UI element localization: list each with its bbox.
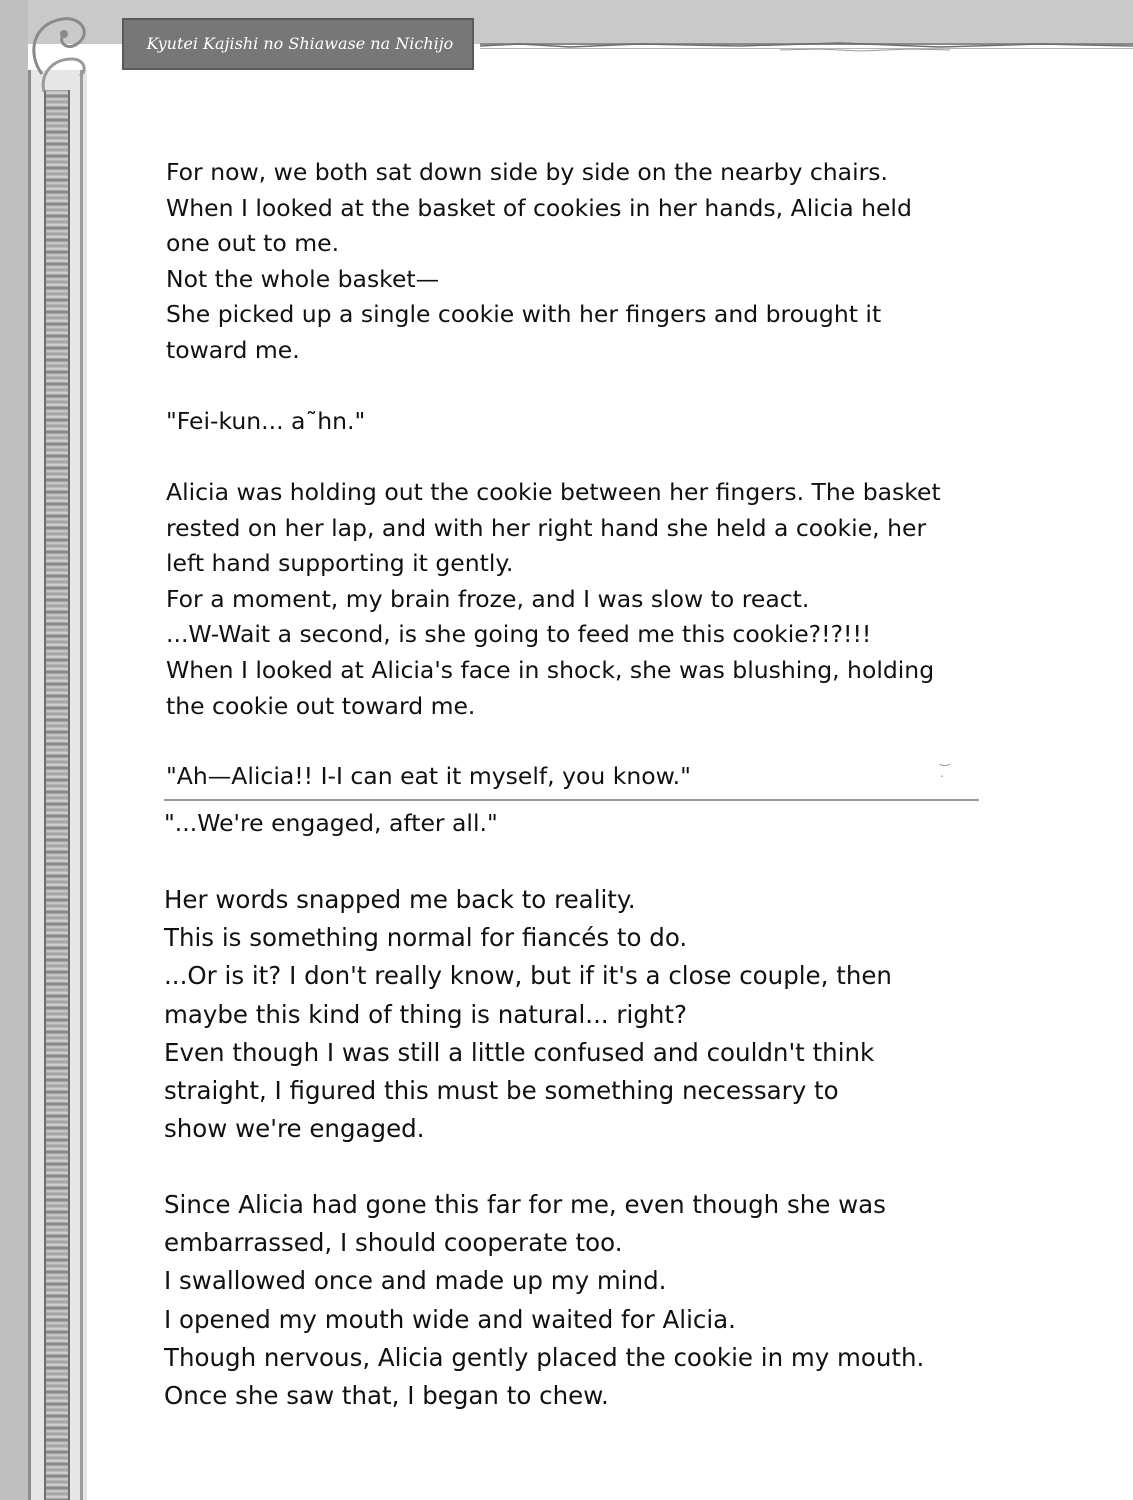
header-title-tab	[122, 18, 474, 70]
dialogue-line	[166, 759, 691, 795]
text-line: straight, I figured this must be something necessary to	[164, 1076, 839, 1106]
text-line: toward me.	[166, 335, 300, 364]
text-line: "...We're engaged, after all."	[164, 809, 498, 837]
paragraph	[164, 1186, 924, 1415]
divider-line	[164, 799, 979, 801]
header-decorative-rule	[480, 40, 1133, 54]
left-border-band	[0, 0, 28, 1500]
dialogue-line	[164, 806, 498, 842]
scan-speck: ‿ .	[940, 752, 950, 780]
running-header-title: Kyutei Kajishi no Shiawase na Nichijo	[146, 34, 454, 53]
text-line: Alicia was holding out the cookie between her fingers. The basket	[166, 478, 941, 506]
text-line: I swallowed once and made up my mind.	[164, 1266, 667, 1296]
text-line: show we're engaged.	[164, 1114, 425, 1144]
text-line: maybe this kind of thing is natural... right?	[164, 999, 688, 1029]
text-line: "Fei-kun... a˜hn."	[166, 407, 366, 435]
text-line: Though nervous, Alicia gently placed the cookie in my mouth.	[164, 1342, 925, 1372]
text-line: She picked up a single cookie with her fingers and brought it	[166, 300, 882, 329]
text-line: "Ah—Alicia!! I-I can eat it myself, you know."	[166, 762, 691, 790]
text-line: ...Or is it? I don't really know, but if it's a close couple, then	[164, 961, 892, 991]
text-line: Since Alicia had gone this far for me, even though she was	[164, 1190, 886, 1219]
text-line: I opened my mouth wide and waited for Alicia.	[164, 1304, 736, 1334]
text-line: Once she saw that, I began to chew.	[164, 1381, 609, 1411]
paragraph	[164, 881, 892, 1148]
frame-inner-line	[80, 70, 83, 1500]
text-line: Not the whole basket—	[166, 264, 440, 293]
text-line: one out to me.	[166, 229, 340, 258]
dialogue-line	[166, 404, 365, 440]
text-line: ...W-Wait a second, is she going to feed me this cookie?!?!!!	[166, 620, 872, 649]
text-line: When I looked at Alicia's face in shock, she was blushing, holding	[166, 655, 935, 684]
paragraph	[166, 155, 912, 369]
text-line: For now, we both sat down side by side on the nearby chairs.	[166, 158, 888, 186]
text-line: When I looked at the basket of cookies in her hands, Alicia held	[166, 193, 912, 222]
text-line: rested on her lap, and with her right hand she held a cookie, her	[166, 513, 927, 542]
text-line: Her words snapped me back to reality.	[164, 885, 636, 914]
text-line: embarrassed, I should cooperate too.	[164, 1228, 623, 1258]
ornate-rope-border	[44, 90, 70, 1500]
paragraph	[166, 475, 941, 724]
text-line: For a moment, my brain froze, and I was slow to react.	[166, 584, 810, 613]
text-line: This is something normal for fiancés to do.	[164, 923, 688, 953]
text-line: the cookie out toward me.	[166, 691, 476, 720]
corner-flourish-icon	[22, 4, 112, 94]
text-line: Even though I was still a little confused and couldn't think	[164, 1037, 875, 1067]
text-line: left hand supporting it gently.	[166, 549, 514, 578]
